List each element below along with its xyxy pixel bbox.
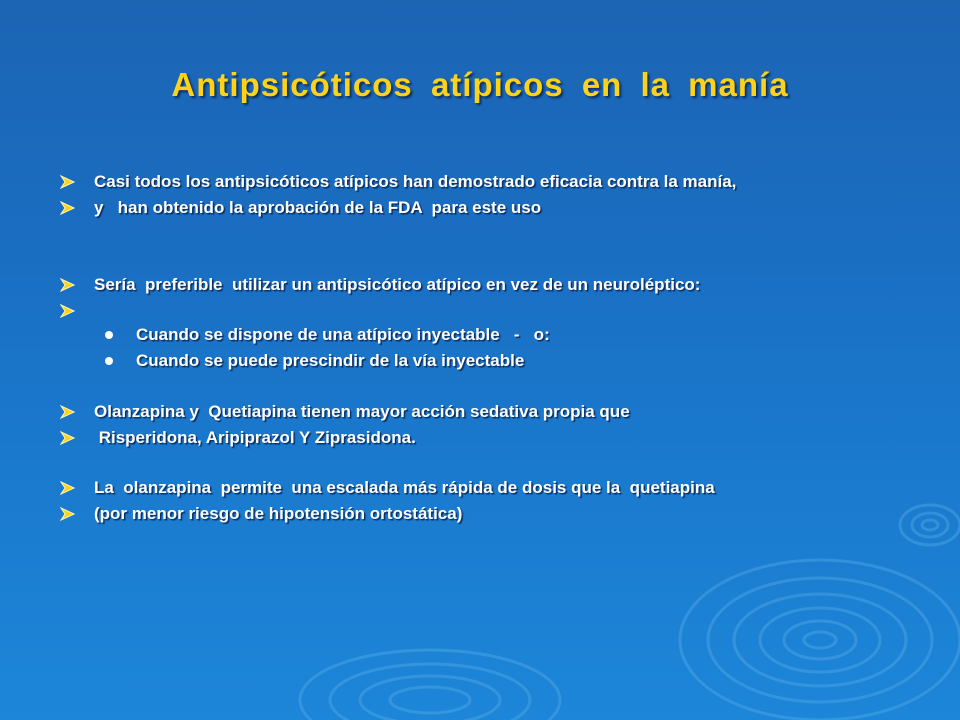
sub-bullet-item <box>104 348 524 374</box>
arrow-bullet-icon <box>60 481 94 495</box>
arrow-bullet-icon <box>60 175 94 189</box>
bullet-text: Sería preferible utilizar un antipsicótico atípico en vez de un neuroléptico: <box>94 275 701 294</box>
bullet-text: La olanzapina permite una escalada más rápida de dosis que la quetiapina <box>94 478 715 497</box>
bullet-text: Casi todos los antipsicóticos atípicos han demostrado eficacia contra la manía, <box>94 172 737 191</box>
arrow-bullet-icon <box>60 431 94 445</box>
sub-bullet-item <box>104 322 550 348</box>
bullet-item <box>60 425 416 451</box>
bullet-item <box>60 399 630 425</box>
bullet-item <box>60 195 541 221</box>
sub-bullet-text: Cuando se dispone de una atípico inyectable - o: <box>136 325 550 344</box>
bullet-item <box>60 272 700 298</box>
round-bullet-icon <box>104 330 136 340</box>
bullet-text: Olanzapina y Quetiapina tienen mayor acción sedativa propia que <box>94 402 630 421</box>
bullet-text: y han obtenido la aprobación de la FDA para este uso <box>94 198 542 217</box>
sub-bullet-text: Cuando se puede prescindir de la vía inyectable <box>136 351 525 370</box>
bullet-item <box>60 475 715 501</box>
arrow-bullet-icon <box>60 278 94 292</box>
bullet-item <box>60 169 736 195</box>
bullet-text: Risperidona, Aripiprazol Y Ziprasidona. <box>94 428 416 447</box>
arrow-bullet-icon <box>60 507 94 521</box>
slide-title: Antipsicóticos atípicos en la manía <box>171 66 789 103</box>
round-bullet-icon <box>104 356 136 366</box>
bullet-item <box>60 298 94 324</box>
arrow-bullet-icon <box>60 304 94 318</box>
arrow-bullet-icon <box>60 405 94 419</box>
bullet-text: (por menor riesgo de hipotensión ortostática) <box>94 504 463 523</box>
bullet-item <box>60 501 462 527</box>
arrow-bullet-icon <box>60 201 94 215</box>
